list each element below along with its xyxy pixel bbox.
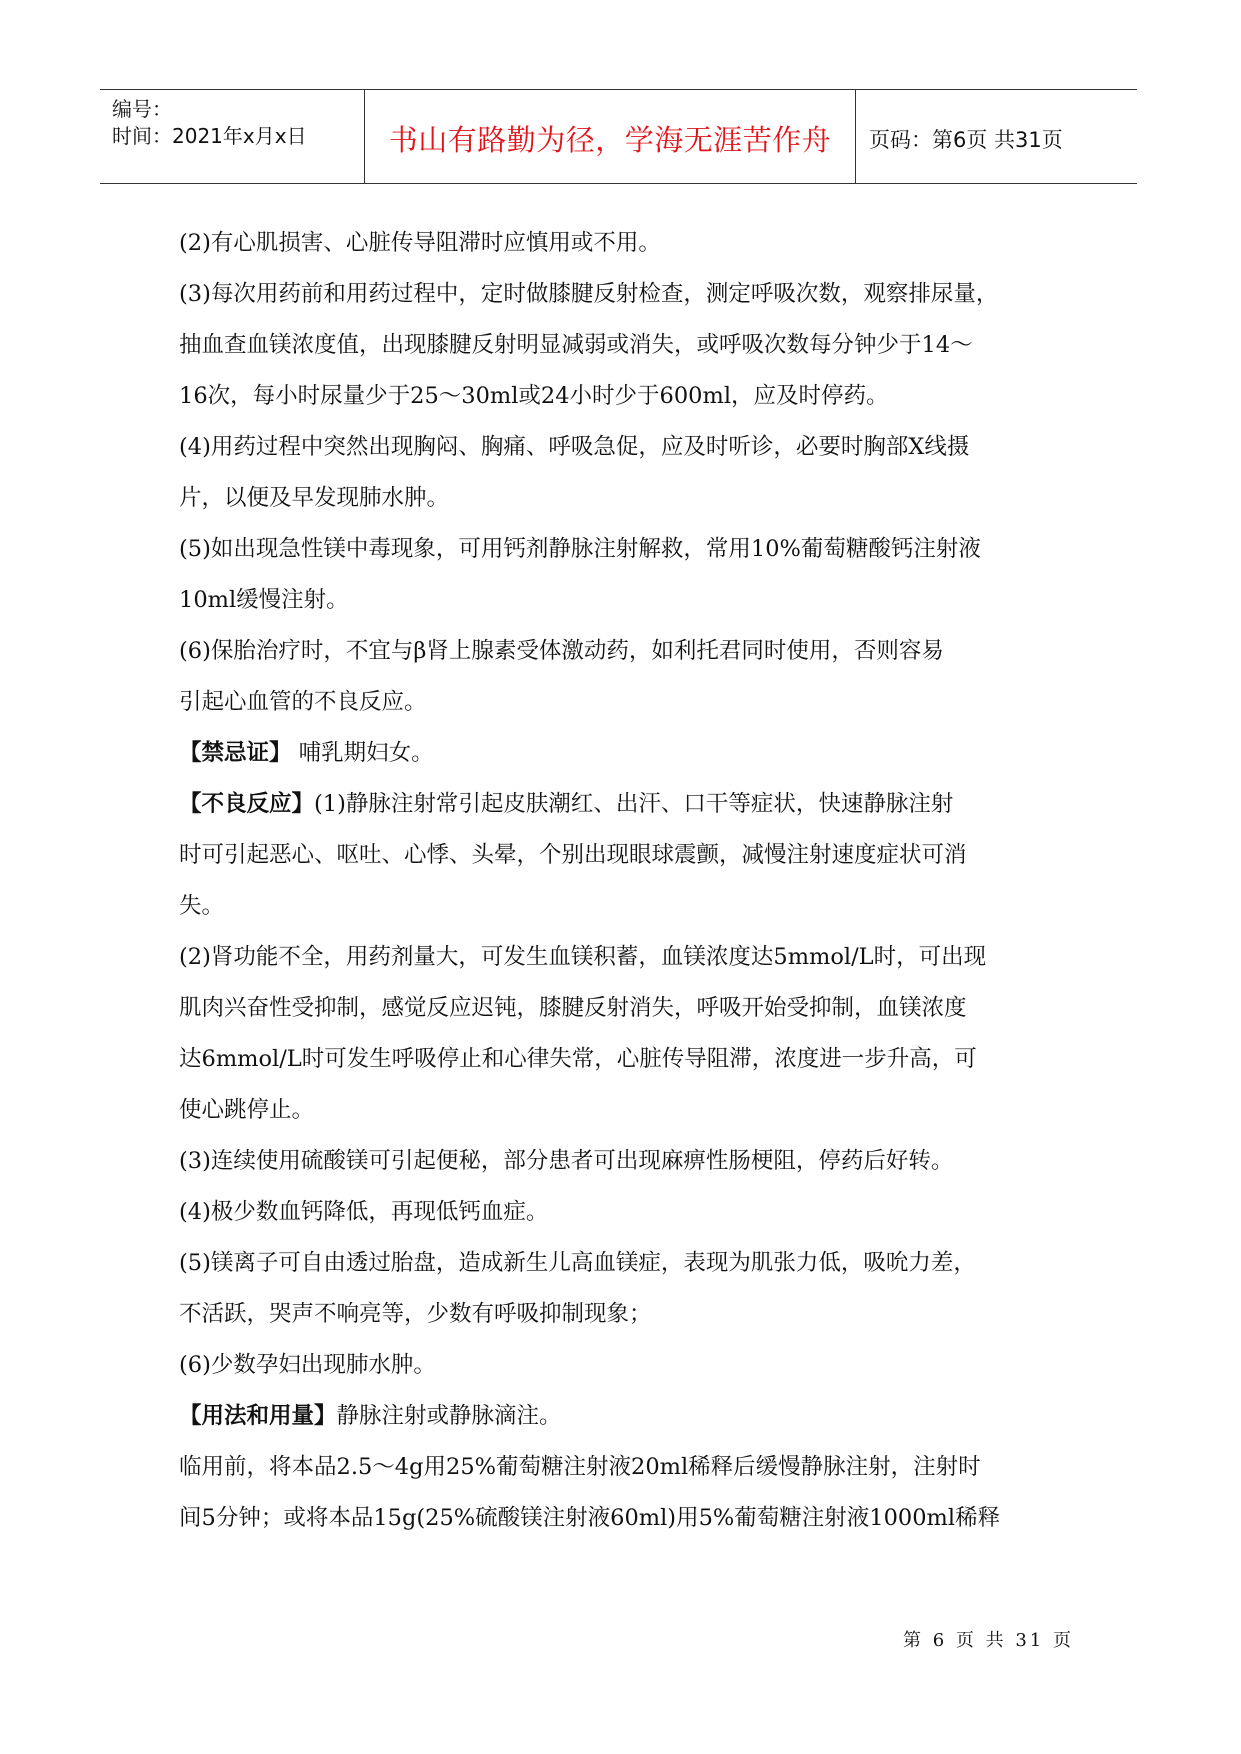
usage-text: 静脉注射或静脉滴注。 xyxy=(336,1403,562,1429)
text-line: 16次，每小时尿量少于25～30ml或24小时少于600ml，应及时停药。 xyxy=(179,383,889,409)
page-footer: 第 6 页 共 31 页 xyxy=(903,1630,1074,1651)
text-line: 时可引起恶心、呕吐、心悸、头晕，个别出现眼球震颤，减慢注射速度症状可消 xyxy=(179,842,967,868)
page-header xyxy=(100,89,1137,184)
serial-label: 编号： xyxy=(112,97,172,121)
header-slogan-cell xyxy=(364,90,856,183)
header-info-cell xyxy=(100,90,363,183)
usage-line xyxy=(179,1401,1069,1431)
text-line: 片，以便及早发现肺水肿。 xyxy=(179,485,450,511)
text-line: 达6mmol/L时可发生呼吸停止和心律失常，心脏传导阻滞，浓度进一步升高，可 xyxy=(179,1046,977,1072)
text-line: (4)用药过程中突然出现胸闷、胸痛、呼吸急促，应及时听诊，必要时胸部X线摄 xyxy=(179,434,970,460)
text-line: (6)少数孕妇出现肺水肿。 xyxy=(179,1352,436,1378)
text-line: 引起心血管的不良反应。 xyxy=(179,689,427,715)
text-line: 肌肉兴奋性受抑制，感觉反应迟钝，膝腱反射消失，呼吸开始受抑制，血镁浓度 xyxy=(179,995,967,1021)
text-line: (3)连续使用硫酸镁可引起便秘，部分患者可出现麻痹性肠梗阻，停药后好转。 xyxy=(179,1148,954,1174)
time-label: 时间：2021年x月x日 xyxy=(112,124,307,148)
text-line: 使心跳停止。 xyxy=(179,1097,315,1123)
contraindications-line xyxy=(179,738,1069,768)
text-line: 失。 xyxy=(179,893,225,919)
header-page-cell xyxy=(857,90,1137,183)
adverse-reactions-heading: 【不良反应】 xyxy=(179,791,315,817)
text-line: 临用前，将本品2.5～4g用25%葡萄糖注射液20ml稀释后缓慢静脉注射，注射时 xyxy=(179,1454,981,1480)
text-line: (5)镁离子可自由透过胎盘，造成新生儿高血镁症，表现为肌张力低，吸吮力差， xyxy=(179,1250,976,1276)
usage-heading: 【用法和用量】 xyxy=(179,1403,337,1429)
text-line: (2)有心肌损害、心脏传导阻滞时应慎用或不用。 xyxy=(179,230,661,256)
text-line: (5)如出现急性镁中毒现象，可用钙剂静脉注射解救，常用10%葡萄糖酸钙注射液 xyxy=(179,536,981,562)
text-line: 抽血查血镁浓度值，出现膝腱反射明显减弱或消失，或呼吸次数每分钟少于14～ xyxy=(179,332,973,358)
text-line: 10ml缓慢注射。 xyxy=(179,587,349,613)
text-line: (2)肾功能不全，用药剂量大，可发生血镁积蓄，血镁浓度达5mmol/L时，可出现 xyxy=(179,944,987,970)
contraindications-text: 哺乳期妇女。 xyxy=(298,740,434,766)
slogan: 书山有路勤为径，学海无涯苦作舟 xyxy=(388,123,832,157)
text-line: 间5分钟；或将本品15g(25%硫酸镁注射液60ml)用5%葡萄糖注射液1000ml稀释 xyxy=(179,1505,1001,1531)
page-code: 页码：第6页 共31页 xyxy=(869,128,1063,152)
text-line: 不活跃，哭声不响亮等，少数有呼吸抑制现象； xyxy=(179,1301,652,1327)
text-line: (3)每次用药前和用药过程中，定时做膝腱反射检查，测定呼吸次数，观察排尿量， xyxy=(179,281,999,307)
text-line: (6)保胎治疗时，不宜与β肾上腺素受体激动药，如利托君同时使用，否则容易 xyxy=(179,638,944,664)
adverse-reactions-text: (1)静脉注射常引起皮肤潮红、出汗、口干等症状，快速静脉注射 xyxy=(314,791,954,817)
adverse-reactions-line xyxy=(179,789,1069,819)
text-line: (4)极少数血钙降低，再现低钙血症。 xyxy=(179,1199,549,1225)
contraindications-heading: 【禁忌证】 xyxy=(179,740,292,766)
